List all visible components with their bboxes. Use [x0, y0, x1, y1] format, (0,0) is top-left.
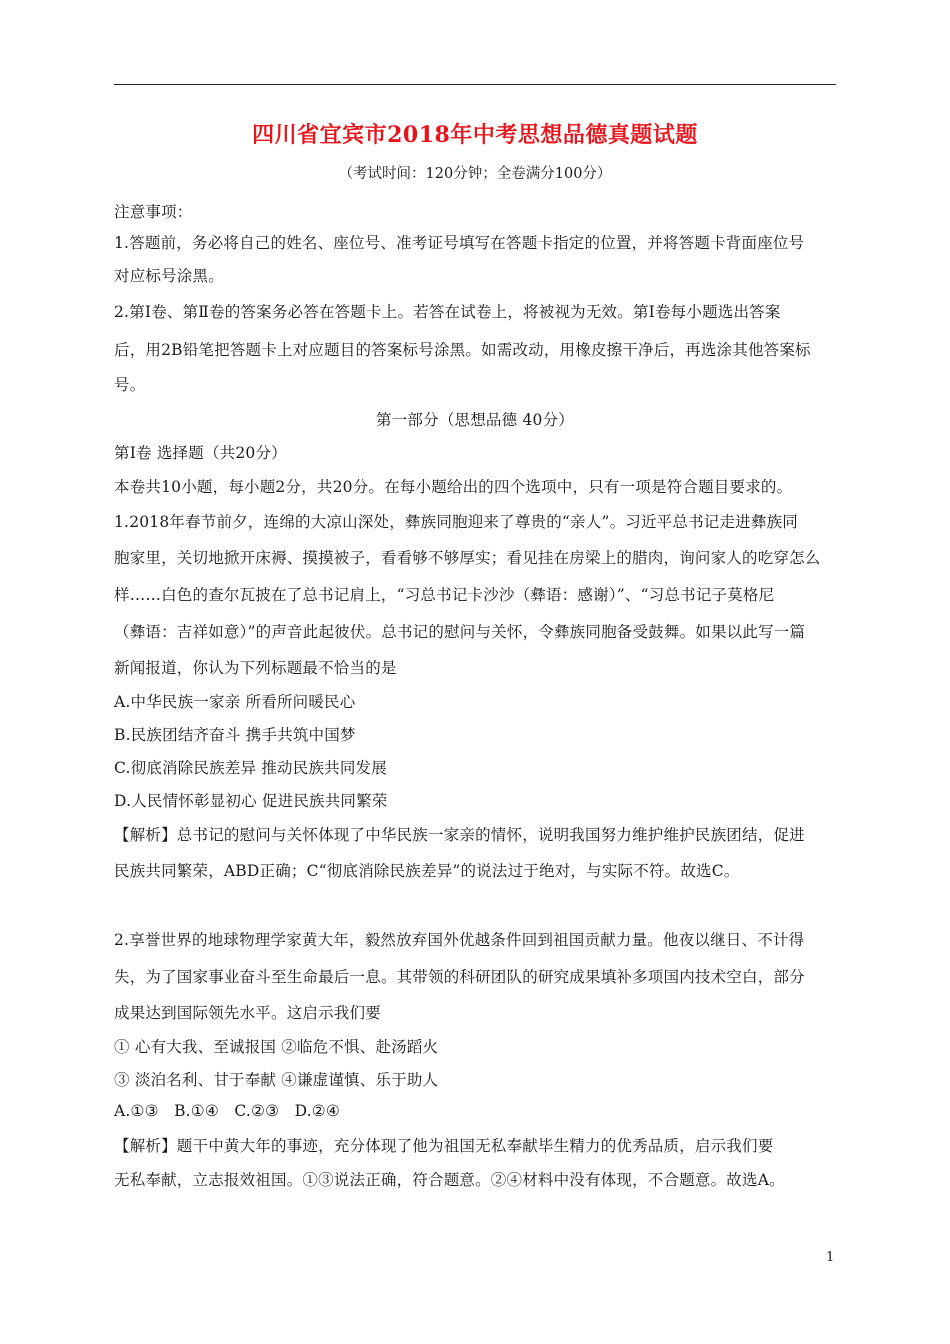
question-2-analysis: 无私奉献，立志报效祖国。①③说法正确，符合题意。②④材料中没有体现，不合题意。故选A。: [114, 1171, 785, 1189]
exam-info: （考试时间：120分钟；全卷满分100分）: [338, 166, 612, 182]
question-1-option-c: C.彻底消除民族差异 推动民族共同发展: [114, 759, 387, 777]
header-rule: [114, 84, 836, 85]
notice-item-2: 2.第Ⅰ卷、第Ⅱ卷的答案务必答在答题卡上。若答在试卷上，将被视为无效。第Ⅰ卷每小题选出答案: [114, 303, 781, 321]
question-2-stem: 2.享誉世界的地球物理学家黄大年，毅然放弃国外优越条件回到祖国贡献力量。他夜以继日、不计得: [114, 931, 805, 949]
question-2-statements: ③ 淡泊名利、甘于奉献 ④谦虚谨慎、乐于助人: [114, 1071, 439, 1089]
question-2-options: A.①③ B.①④ C.②③ D.②④: [114, 1102, 340, 1120]
notice-item-2-cont: 后，用2B铅笔把答题卡上对应题目的答案标号涂黑。如需改动，用橡皮擦干净后，再选涂其他答案标: [114, 341, 811, 359]
question-2-analysis: 【解析】题干中黄大年的事迹，充分体现了他为祖国无私奉献毕生精力的优秀品质，启示我们要: [114, 1137, 774, 1155]
question-2-stem: 失，为了国家事业奋斗至生命最后一息。其带领的科研团队的研究成果填补多项国内技术空白，部分: [114, 968, 805, 986]
notice-heading: 注意事项：: [114, 203, 193, 221]
question-1-stem: 胞家里，关切地掀开床褥、摸摸被子，看看够不够厚实；看见挂在房梁上的腊肉，询问家人的吃穿怎么: [114, 549, 821, 567]
question-2-statements: ① 心有大我、至诚报国 ②临危不惧、赴汤蹈火: [114, 1038, 439, 1056]
notice-item-1: 1.答题前，务必将自己的姓名、座位号、准考证号填写在答题卡指定的位置，并将答题卡背面座位号: [114, 234, 805, 252]
question-1-option-d: D.人民情怀彰显初心 促进民族共同繁荣: [114, 792, 388, 810]
question-1-option-b: B.民族团结齐奋斗 携手共筑中国梦: [114, 726, 356, 744]
section-heading: 第Ⅰ卷 选择题（共20分）: [114, 444, 287, 462]
section-instructions: 本卷共10小题，每小题2分，共20分。在每小题给出的四个选项中，只有一项是符合题目要求的。: [114, 478, 793, 496]
question-1-stem: 1.2018年春节前夕，连绵的大凉山深处，彝族同胞迎来了尊贵的“亲人”。习近平总书记走进彝族同: [114, 513, 798, 531]
question-1-stem: （彝语：吉祥如意）”的声音此起彼伏。总书记的慰问与关怀，令彝族同胞备受鼓舞。如果以此写一篇: [114, 623, 806, 641]
question-1-option-a: A.中华民族一家亲 所看所问暖民心: [114, 693, 356, 711]
page-title: 四川省宜宾市2018年中考思想品德真题试题: [252, 122, 698, 148]
question-1-stem: 新闻报道，你认为下列标题最不恰当的是: [114, 659, 397, 677]
notice-item-1-cont: 对应标号涂黑。: [114, 267, 224, 285]
notice-item-2-end: 号。: [114, 376, 146, 394]
page-number: 1: [826, 1250, 835, 1265]
question-1-analysis: 【解析】总书记的慰问与关怀体现了中华民族一家亲的情怀，说明我国努力维护维护民族团结，促进: [114, 826, 805, 844]
question-2-stem: 成果达到国际领先水平。这启示我们要: [114, 1004, 381, 1022]
part-heading: 第一部分（思想品德 40分）: [376, 411, 574, 429]
question-1-stem: 样……白色的查尔瓦披在了总书记肩上，“习总书记卡沙沙（彝语：感谢）”、“习总书记子莫格尼: [114, 586, 775, 604]
question-1-analysis: 民族共同繁荣，ABD正确；C“彻底消除民族差异”的说法过于绝对，与实际不符。故选C。: [114, 862, 740, 880]
